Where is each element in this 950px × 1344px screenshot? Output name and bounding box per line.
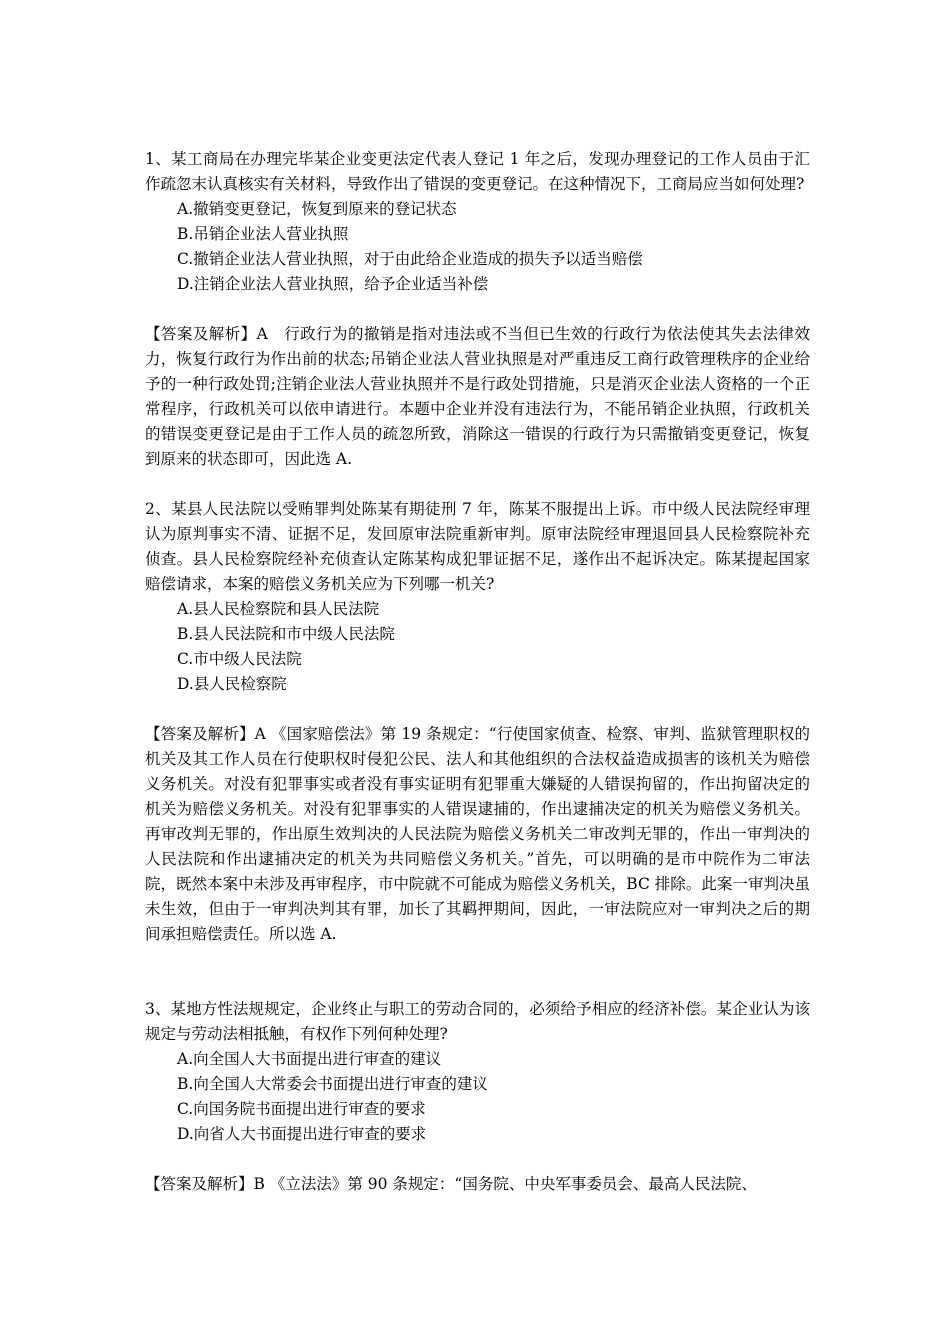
question-1-option-c: C.撤销企业法人营业执照，对于由此给企业造成的损失予以适当赔偿 — [177, 250, 643, 268]
question-3-option-b: B.向全国人大常委会书面提出进行审查的建议 — [177, 1075, 488, 1093]
question-3-stem: 3、某地方性法规规定，企业终止与职工的劳动合同的，必须给予相应的经济补偿。某企业认为该规定与劳动法相抵触，有权作下列何种处理? — [145, 1000, 810, 1043]
question-2-option-b: B.县人民法院和市中级人民法院 — [177, 625, 395, 643]
question-3-option-d: D.向省人大书面提出进行审查的要求 — [177, 1125, 427, 1143]
spacer — [145, 1147, 810, 1172]
spacer — [145, 697, 810, 722]
question-1-option-b: B.吊销企业法人营业执照 — [177, 225, 349, 243]
question-3-options — [145, 1047, 810, 1147]
question-2-answer: 【答案及解析】A 《国家赔偿法》第 19 条规定：“行使国家侦查、检察、审判、监狱管理职权的机关及其工作人员在行使职权时侵犯公民、法人和其他组织的合法权益造成损害的该机关为赔偿义务机关。对没有犯罪事实或者没有事实证明有犯罪重大嫌疑的人错误拘留的，作出拘留决定的机关为赔偿义务机关。对没有犯罪事实的人错误逮捕的，作出逮捕决定的机关为赔偿义务机关。再审改判无罪的，作出原生效判决的人民法院为赔偿义务机关二审改判无罪的，作出一审判决的人民法院和作出逮捕决定的机关为共同赔偿义务机关。”首先，可以明确的是市中院作为二审法院，既然本案中未涉及再审程序，市中院就不可能成为赔偿义务机关，BC 排除。此案一审判决虽未生效，但由于一审判决判其有罪，加长了其羁押期间，因此，一审法院应对一审判决之后的期间承担赔偿责任。所以选 A. — [145, 725, 810, 943]
question-3-option-c: C.向国务院书面提出进行审查的要求 — [177, 1100, 426, 1118]
question-3-answer: 【答案及解析】B 《立法法》第 90 条规定：“国务院、中央军事委员会、最高人民法院、 — [145, 1175, 757, 1193]
question-2-option-c: C.市中级人民法院 — [177, 650, 302, 668]
question-2-option-d: D.县人民检察院 — [177, 675, 287, 693]
question-3-option-a: A.向全国人大书面提出进行审查的建议 — [177, 1050, 442, 1068]
question-1-answer: 【答案及解析】A 行政行为的撤销是指对违法或不当但已生效的行政行为依法使其失去法律效力，恢复行政行为作出前的状态;吊销企业法人营业执照是对严重违反工商行政管理秩序的企业给予的一种行政处罚;注销企业法人营业执照并不是行政处罚措施，只是消灭企业法人资格的一个正常程序，行政机关可以依申请进行。本题中企业并没有违法行为，不能吊销企业执照，行政机关的错误变更登记是由于工作人员的疏忽所致，消除这一错误的行政行为只需撤销变更登记，恢复到原来的状态即可，因此选 A. — [145, 325, 810, 468]
question-1-option-a: A.撤销变更登记，恢复到原来的登记状态 — [177, 200, 457, 218]
document-page — [145, 147, 810, 1197]
question-2-option-a: A.县人民检察院和县人民法院 — [177, 600, 380, 618]
question-2-options — [145, 597, 810, 697]
question-2-stem: 2、某县人民法院以受贿罪判处陈某有期徒刑 7 年，陈某不服提出上诉。市中级人民法院经审理认为原判事实不清、证据不足，发回原审法院重新审判。原审法院经审理退回县人民检察院补充侦查。县人民检察院经补充侦查认定陈某构成犯罪证据不足，遂作出不起诉决定。陈某提起国家赔偿请求，本案的赔偿义务机关应为下列哪一机关? — [145, 500, 810, 593]
question-1-option-d: D.注销企业法人营业执照，给予企业适当补偿 — [177, 275, 489, 293]
question-1-options — [145, 197, 810, 297]
question-1-stem: 1、某工商局在办理完毕某企业变更法定代表人登记 1 年之后，发现办理登记的工作人员由于汇作疏忽末认真核实有关材料，导致作出了错误的变更登记。在这种情况下，工商局应当如何处理? — [145, 150, 810, 193]
spacer — [145, 297, 810, 322]
spacer — [145, 947, 810, 997]
spacer — [145, 472, 810, 497]
